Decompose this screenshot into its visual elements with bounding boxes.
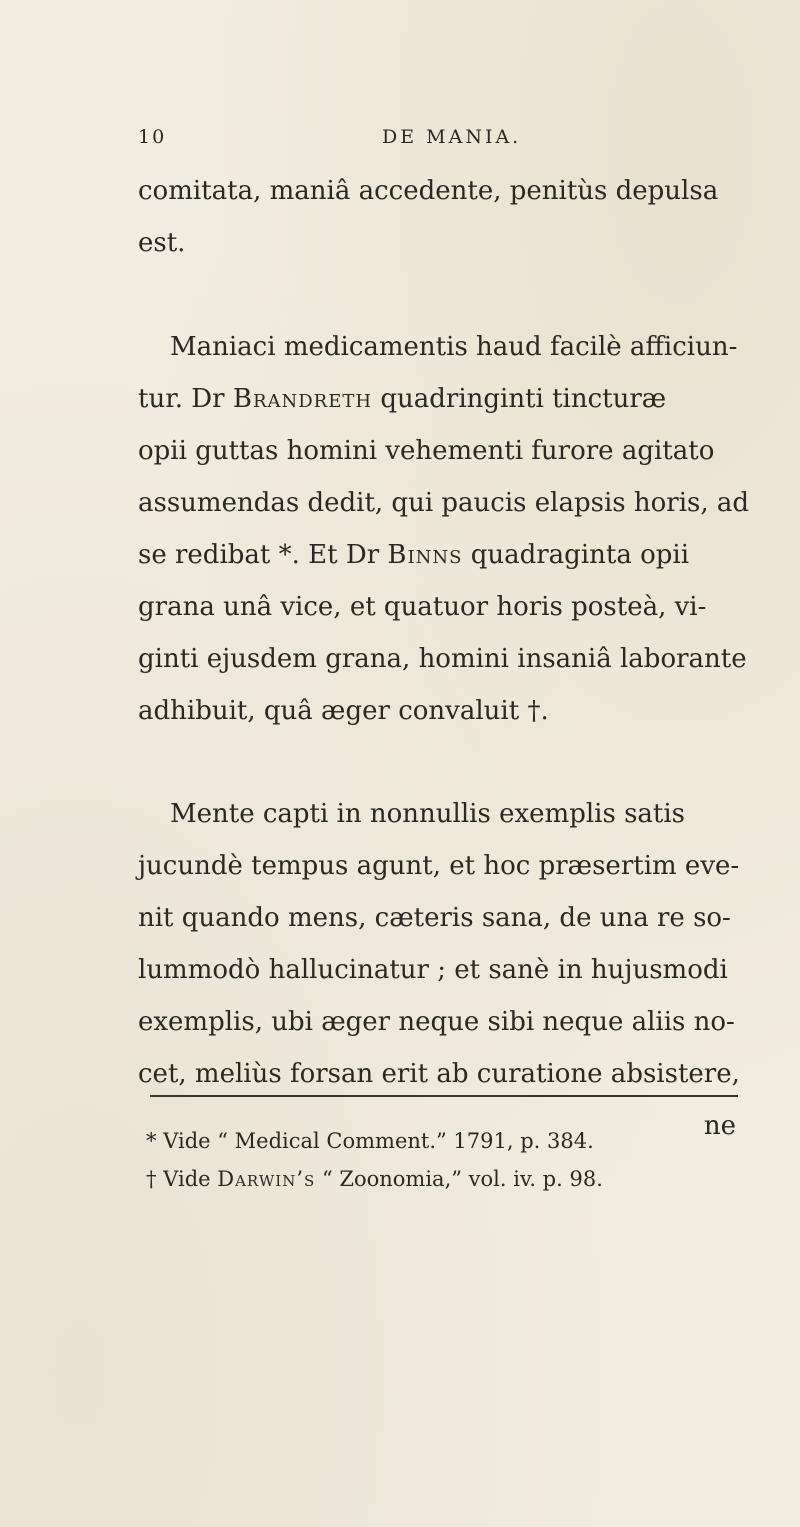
text-line: Maniaci medicamentis haud facilè afficiun- [170,332,738,362]
paragraph-1 [138,165,718,269]
footnote-divider [150,1095,738,1097]
running-title: DE MANIA. [382,126,522,148]
text-line: est. [138,228,186,258]
text-fragment: quadringinti tincturæ [372,384,667,414]
text-line: comitata, maniâ accedente, penitùs depulsa [138,176,719,206]
author-name-binns: Binns [387,540,463,570]
text-fragment: tur. Dr [138,384,233,414]
text-fragment: quadraginta opii [462,540,690,570]
page-number: 10 [138,126,167,148]
catchword: ne [703,1111,736,1141]
text-line: exemplis, ubi æger neque sibi neque aliis no- [138,1007,735,1037]
text-line [138,529,749,581]
footnote-1: * Vide “ Medical Comment.” 1791, p. 384. [146,1129,594,1153]
text-fragment: se redibat *. Et Dr [138,540,388,570]
text-line: assumendas dedit, qui paucis elapsis horis, ad [138,488,750,518]
footnotes [138,1122,603,1198]
text-line: adhibuit, quâ æger convaluit †. [138,696,549,726]
text-line: ginti ejusdem grana, homini insaniâ laborante [138,644,747,674]
text-line: nit quando mens, cæteris sana, de una re so- [138,903,731,933]
text-line: grana unâ vice, et quatuor horis posteà, vi- [138,592,707,622]
paragraph-2 [138,321,749,737]
text-line: cet, meliùs forsan erit ab curatione absistere, [138,1059,740,1089]
footnote-2 [138,1160,603,1198]
text-line: opii guttas homini vehementi furore agitato [138,436,715,466]
text-line [138,373,749,425]
text-fragment: “ Zoonomia,” vol. iv. p. 98. [315,1167,603,1191]
text-line: jucundè tempus agunt, et hoc præsertim eve- [138,851,740,881]
author-name-brandreth: Brandreth [232,384,373,414]
paragraph-3 [138,788,740,1152]
text-line: Mente capti in nonnullis exemplis satis [170,799,686,829]
running-head [138,126,738,156]
author-name-darwin: Darwin’s [217,1167,316,1191]
text-line: lummodò hallucinatur ; et sanè in hujusmodi [138,955,728,985]
text-fragment: † Vide [146,1167,218,1191]
